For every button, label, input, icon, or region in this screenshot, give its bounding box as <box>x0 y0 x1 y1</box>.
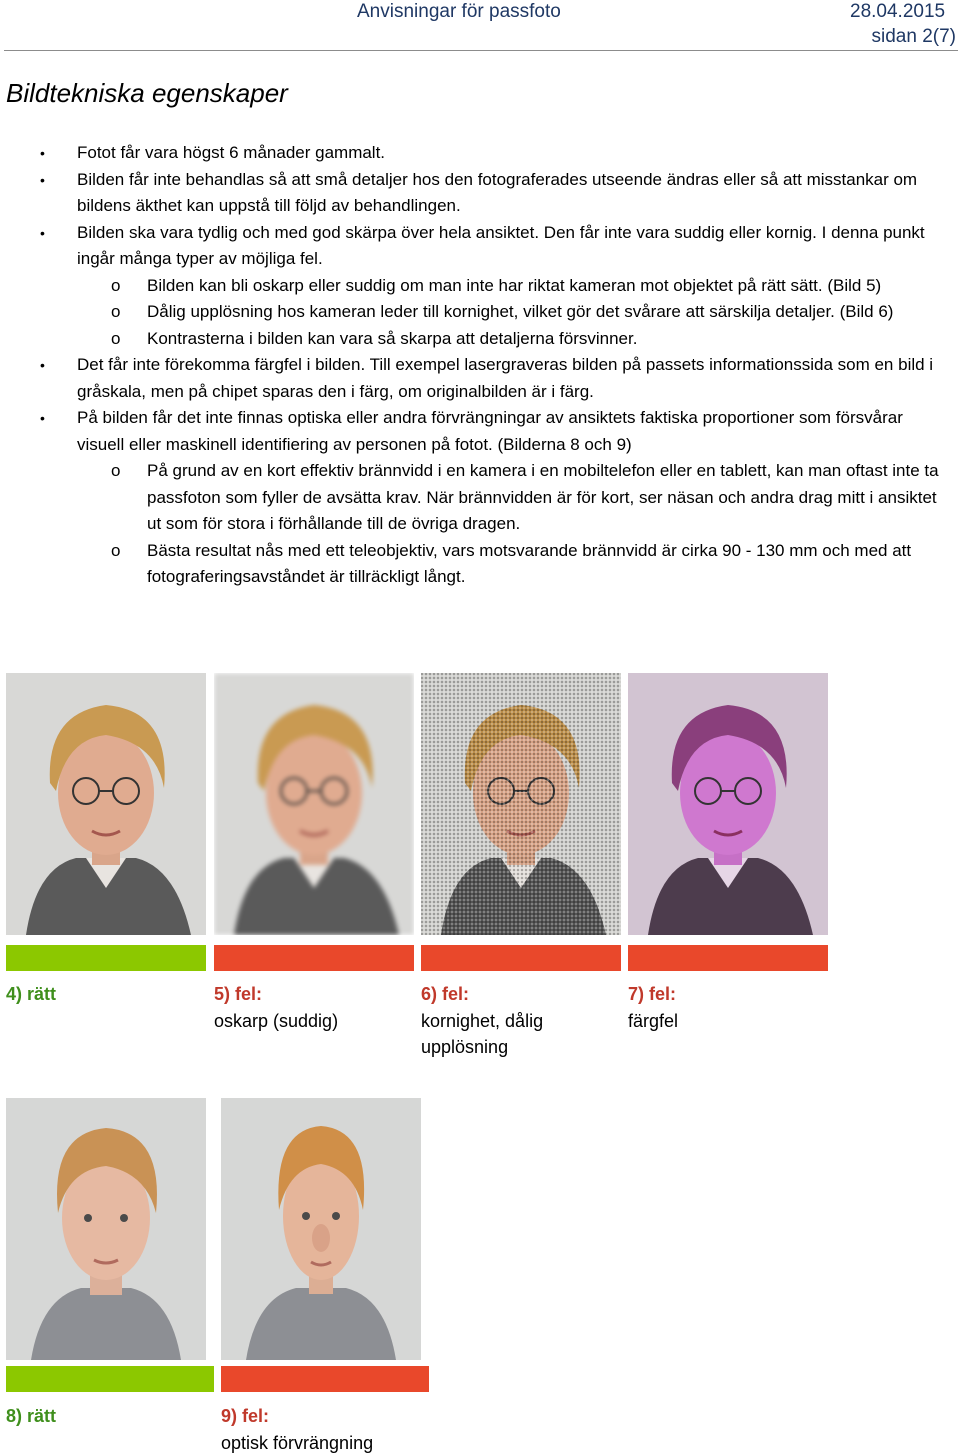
header-divider <box>4 50 958 51</box>
requirements-list <box>0 140 960 591</box>
page-number: sidan 2(7) <box>871 26 956 47</box>
photo-woman-blurred <box>214 673 414 935</box>
section-heading: Bildtekniska egenskaper <box>6 78 288 108</box>
photo-man-correct <box>6 1098 206 1360</box>
caption-label: 8) rätt <box>6 1406 57 1426</box>
photo-man-distorted <box>221 1098 421 1360</box>
caption-description: färgfel <box>628 1010 679 1031</box>
document-date: 28.04.2015 <box>850 1 946 22</box>
caption-label: 7) fel: <box>628 984 677 1004</box>
status-bar-correct <box>6 945 206 971</box>
caption-description: kornighet, dålig upplösning <box>421 1010 544 1057</box>
caption-5 <box>214 981 409 1034</box>
caption-6 <box>421 981 601 1061</box>
status-bar-error <box>221 1366 429 1392</box>
caption-label: 9) fel: <box>221 1406 270 1426</box>
caption-9 <box>221 1403 441 1456</box>
caption-4 <box>6 981 201 1008</box>
sub-list-item: o Bästa resultat nås med ett teleobjektiv, vars motsvarande brännvidd är cirka 90 - 130 mm och med att fotograferingsavståndet är tillräckligt långt. <box>0 538 960 591</box>
photo-woman-grainy <box>421 673 621 935</box>
list-item: • Fotot får vara högst 6 månader gammalt. <box>0 140 960 167</box>
sub-list-item: o Kontrasterna i bilden kan vara så skarpa att detaljerna försvinner. <box>0 326 960 353</box>
list-item: • Det får inte förekomma färgfel i bilden. Till exempel lasergraveras bilden på passets informationssida som en bild i gråskala, men på chipet sparas den i färg, om originalbilden är i färg. <box>0 352 960 405</box>
sub-list-item: o Dålig upplösning hos kameran leder till kornighet, vilket gör det svårare att särskilja detaljer. (Bild 6) <box>0 299 960 326</box>
photo-woman-colorcast <box>628 673 828 935</box>
caption-7 <box>628 981 823 1034</box>
caption-description: oskarp (suddig) <box>214 1010 339 1031</box>
list-item: • På bilden får det inte finnas optiska eller andra förvrängningar av ansiktets faktiska proportioner som försvårar visuell eller maskinell identifiering av personen på fotot. (Bilderna 8 och 9) <box>0 405 960 458</box>
caption-label: 6) fel: <box>421 984 470 1004</box>
list-item: • Bilden får inte behandlas så att små detaljer hos den fotograferades utseende ändras eller så att misstankar om bildens äkthet kan uppstå till följd av behandlingen. <box>0 167 960 220</box>
sub-list-item: o Bilden kan bli oskarp eller suddig om man inte har riktat kameran mot objektet på rätt sätt. (Bild 5) <box>0 273 960 300</box>
status-bar-correct <box>6 1366 214 1392</box>
status-bar-error <box>214 945 414 971</box>
status-bar-error <box>628 945 828 971</box>
caption-label: 5) fel: <box>214 984 263 1004</box>
caption-description: optisk förvrängning <box>221 1432 374 1453</box>
caption-8 <box>6 1403 206 1430</box>
photo-woman-correct <box>6 673 206 935</box>
list-item: • Bilden ska vara tydlig och med god skärpa över hela ansiktet. Den får inte vara suddig eller kornig. I denna punkt ingår många typer av möjliga fel. <box>0 220 960 273</box>
document-title: Anvisningar för passfoto <box>357 1 561 22</box>
caption-label: 4) rätt <box>6 984 57 1004</box>
status-bar-error <box>421 945 621 971</box>
sub-list-item: o På grund av en kort effektiv brännvidd i en kamera i en mobiltelefon eller en tablett, kan man oftast inte ta passfoton som fyller de avsätta krav. När brännvidden är för kort, ser näsan och andra drag mitt i ansiktet ut som för stora i förhållande till de övriga dragen. <box>0 458 960 538</box>
